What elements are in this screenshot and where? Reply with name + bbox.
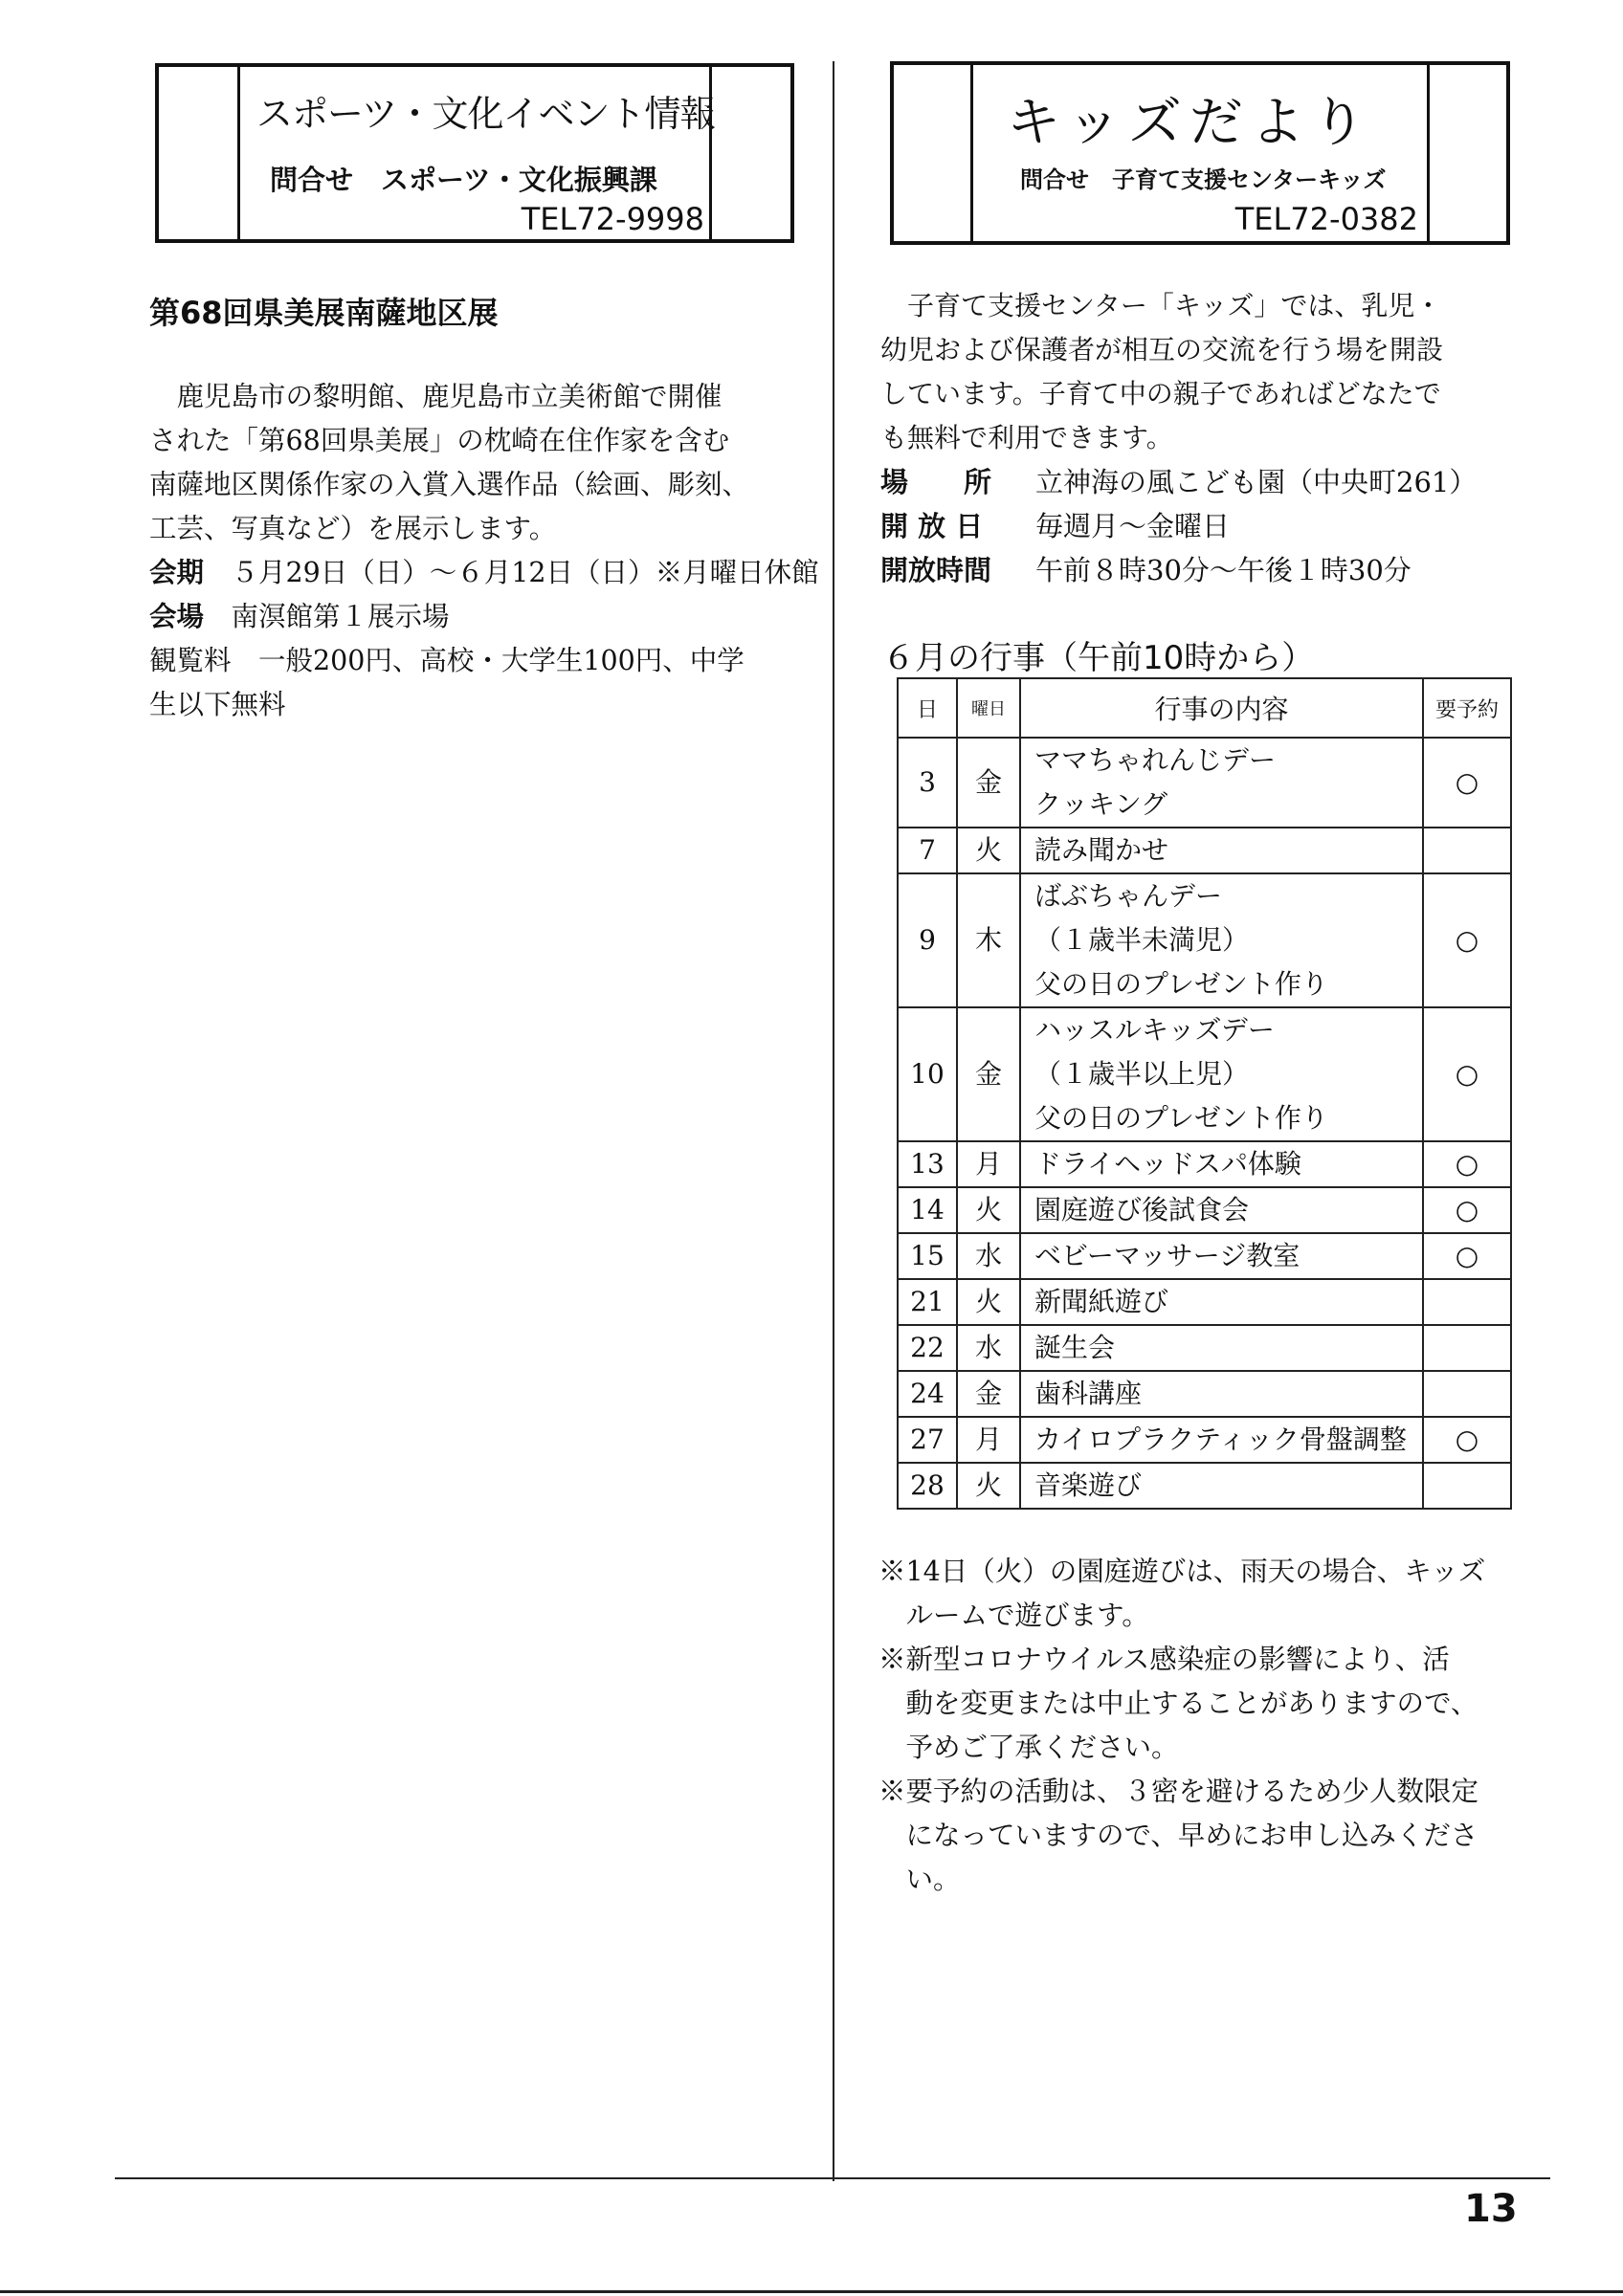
cell-content [1020,1233,1423,1279]
table-row [898,1141,1511,1187]
content-line: 読み聞かせ [1034,834,1169,866]
note-line: ※14日（火）の園庭遊びは、雨天の場合、キッズ [878,1556,1486,1587]
content-line: 誕生会 [1034,1332,1116,1363]
kids-intro-line: 幼児および保護者が相互の交流を行う場を開設 [880,334,1444,365]
cell-weekday: 金 [957,1371,1020,1417]
kids-hours-value: 午前８時30分～午後１時30分 [1035,554,1412,586]
cell-weekday: 火 [957,828,1020,873]
cell-weekday: 水 [957,1233,1020,1279]
table-row [898,1233,1511,1279]
note-line: ルームで遊びます。 [878,1600,1149,1631]
schedule-header-row [898,678,1511,738]
cell-reservation: ○ [1423,1233,1511,1279]
table-row [898,1187,1511,1233]
cell-weekday: 火 [957,1187,1020,1233]
cell-content [1020,873,1423,1007]
table-row [898,738,1511,828]
note-line: ※要予約の活動は、３密を避けるため少人数限定 [878,1776,1479,1807]
table-row [898,1279,1511,1325]
cell-content [1020,1141,1423,1187]
cell-reservation: ○ [1423,1007,1511,1141]
cell-content [1020,1463,1423,1509]
kids-days-row [880,505,1230,544]
note-line: い。 [878,1864,961,1895]
cell-weekday: 金 [957,1007,1020,1141]
kids-place-row [880,461,1477,500]
content-line: ドライヘッドスパ体験 [1034,1148,1301,1180]
footer-rule [0,2290,1623,2293]
table-row [898,1325,1511,1371]
kids-intro-line: 子育て支援センター「キッズ」では、乳児・ [880,290,1442,321]
schedule-body [898,738,1511,1509]
header-weekday: 曜日 [957,678,1020,738]
cell-weekday: 火 [957,1463,1020,1509]
event-venue-value: 南溟館第１展示場 [231,601,450,632]
kids-hours-label: 開放時間 [880,554,992,586]
event-venue-label: 会場 [149,601,205,632]
cell-day: 3 [898,738,957,828]
cell-reservation: ○ [1423,738,1511,828]
content-line: ハッスルキッズデー [1034,1014,1275,1046]
kids-hours-row [880,549,1412,588]
cell-content [1020,1371,1423,1417]
cell-weekday: 月 [957,1417,1020,1463]
event-body-line: 工芸、写真など）を展示します。 [149,513,557,544]
sports-culture-tel: TEL72-9998 [521,201,704,237]
content-line: ママちゃれんじデー [1034,744,1277,776]
cell-reservation [1423,1371,1511,1417]
content-line: カイロプラクティック骨盤調整 [1034,1424,1407,1455]
event-fee-line: 観覧料 一般200円、高校・大学生100円、中学 [149,645,745,676]
content-line: （１歳半未満児） [1034,924,1250,956]
cell-weekday: 月 [957,1141,1020,1187]
cell-reservation: ○ [1423,1141,1511,1187]
cell-day: 15 [898,1233,957,1279]
sports-culture-header-box [155,63,794,243]
bottom-rule [115,2177,1550,2179]
sports-culture-header-title: スポーツ・文化イベント情報 [256,93,716,135]
cell-reservation: ○ [1423,1187,1511,1233]
cell-content [1020,1007,1423,1141]
cell-content [1020,738,1423,828]
kids-days-value: 毎週月～金曜日 [1035,510,1231,542]
cell-day: 27 [898,1417,957,1463]
table-row [898,1371,1511,1417]
kids-place-label: 場 所 [880,466,992,498]
cell-reservation: ○ [1423,873,1511,1007]
cell-content [1020,1187,1423,1233]
event-body-line: 南薩地区関係作家の入賞入選作品（絵画、彫刻、 [149,469,750,500]
kids-intro-line: も無料で利用できます。 [880,422,1173,453]
cell-reservation: ○ [1423,1417,1511,1463]
kids-header-title: キッズだより [1007,92,1373,154]
cell-reservation [1423,1279,1511,1325]
content-line: 音楽遊び [1034,1469,1143,1501]
cell-weekday: 火 [957,1279,1020,1325]
cell-day: 9 [898,873,957,1007]
content-line: クッキング [1034,788,1168,820]
kids-place-value: 立神海の風こども園（中央町261） [1035,466,1478,498]
content-line: ベビーマッサージ教室 [1034,1240,1301,1271]
event-period [149,551,819,590]
event-fee-line: 生以下無料 [149,689,286,720]
event-body-line: 鹿児島市の黎明館、鹿児島市立美術館で開催 [149,381,723,412]
table-row [898,1007,1511,1141]
content-line: ばぶちゃんデー [1034,880,1223,912]
cell-day: 22 [898,1325,957,1371]
column-divider [833,61,834,2181]
header-day: 日 [898,678,957,738]
cell-content [1020,1325,1423,1371]
header-reservation: 要予約 [1423,678,1511,738]
content-line: （１歳半以上児） [1034,1058,1250,1090]
cell-content [1020,1417,1423,1463]
cell-day: 24 [898,1371,957,1417]
table-row [898,828,1511,873]
cell-day: 10 [898,1007,957,1141]
event-body-line: された「第68回県美展」の枕崎在住作家を含む [149,425,730,456]
cell-day: 13 [898,1141,957,1187]
content-line: 園庭遊び後試食会 [1034,1194,1250,1225]
event-venue [149,595,450,634]
cell-day: 21 [898,1279,957,1325]
content-line: 歯科講座 [1034,1378,1143,1409]
kids-header-box [890,61,1510,245]
note-line: になっていますので、早めにお申し込みくださ [878,1820,1478,1851]
kids-intro-line: しています。子育て中の親子であればどなたで [880,378,1441,409]
cell-reservation [1423,828,1511,873]
schedule-title: ６月の行事（午前10時から） [882,639,1315,677]
table-row [898,1417,1511,1463]
table-row [898,1463,1511,1509]
kids-days-label: 開 放 日 [880,510,984,542]
content-line: 父の日のプレゼント作り [1034,1102,1328,1134]
cell-day: 14 [898,1187,957,1233]
kids-tel: TEL72-0382 [1234,201,1418,237]
cell-weekday: 金 [957,738,1020,828]
schedule-table [897,677,1512,1510]
event-period-label: 会期 [149,557,205,588]
kids-contact: 問合せ 子育て支援センターキッズ [1020,166,1387,193]
page-number: 13 [1464,2187,1518,2231]
event-title: 第68回県美展南薩地区展 [149,295,499,331]
cell-reservation [1423,1325,1511,1371]
event-period-value: ５月29日（日）～６月12日（日）※月曜日休館 [231,557,819,588]
header-content: 行事の内容 [1020,678,1423,738]
sports-culture-contact: 問合せ スポーツ・文化振興課 [270,164,657,196]
cell-day: 28 [898,1463,957,1509]
cell-weekday: 木 [957,873,1020,1007]
cell-weekday: 水 [957,1325,1020,1371]
content-line: 新聞紙遊び [1034,1286,1169,1317]
cell-content [1020,1279,1423,1325]
cell-day: 7 [898,828,957,873]
note-line: 予めご了承ください。 [878,1732,1179,1763]
cell-reservation [1423,1463,1511,1509]
content-line: 父の日のプレゼント作り [1034,968,1328,1000]
table-row [898,873,1511,1007]
cell-content [1020,828,1423,873]
note-line: ※新型コロナウイルス感染症の影響により、活 [878,1644,1450,1675]
note-line: 動を変更または中止することがありますので、 [878,1688,1478,1719]
